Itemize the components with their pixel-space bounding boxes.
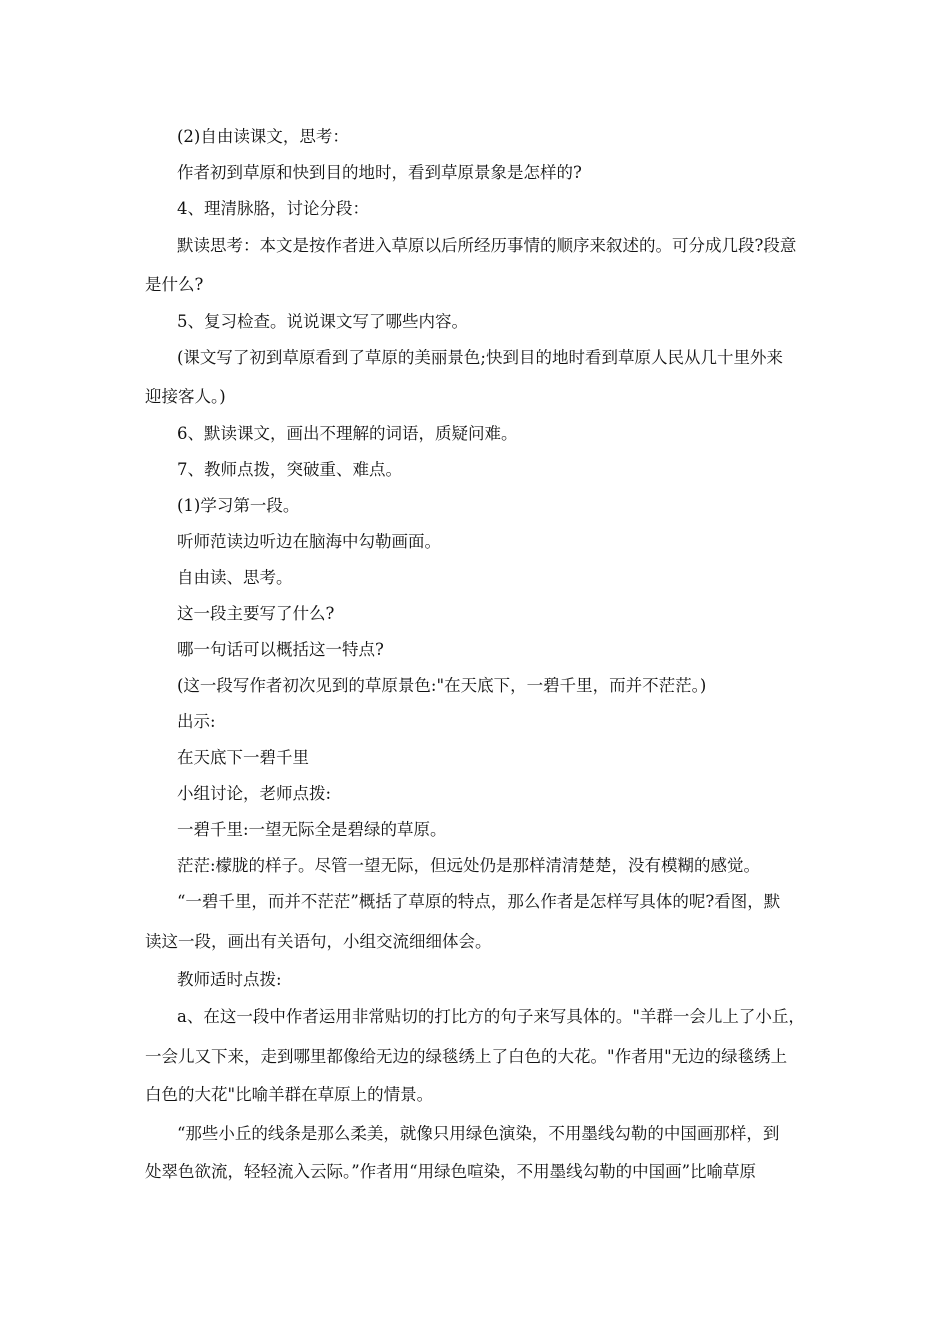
- text-line: 茫茫:檬胧的样子。尽管一望无际，但远处仍是那样清清楚楚，没有模糊的感觉。: [177, 856, 761, 875]
- text-line: 读这一段，画出有关语句，小组交流细细体会。: [145, 932, 492, 951]
- text-line: 迎接客人。): [145, 387, 226, 406]
- text-line: 出示:: [177, 712, 216, 731]
- text-line: (2)自由读课文，思考：: [177, 127, 349, 146]
- text-line: 6、默读课文，画出不理解的词语，质疑问难。: [177, 424, 518, 443]
- text-line: 听师范读边听边在脑海中勾勒画面。: [177, 532, 441, 551]
- text-line: 一碧千里:一望无际全是碧绿的草原。: [177, 820, 447, 839]
- text-line: “那些小丘的线条是那么柔美，就像只用绿色演染，不用墨线勾勒的中国画那样，到: [177, 1124, 780, 1143]
- text-line: 5、复习检查。说说课文写了哪些内容。: [177, 312, 468, 331]
- text-line: 哪一句话可以概括这一特点?: [177, 640, 384, 659]
- text-line: a、在这一段中作者运用非常贴切的打比方的句子来写具体的。"羊群一会儿上了小丘，: [177, 1007, 805, 1026]
- text-line: 一会儿又下来，走到哪里都像给无边的绿毯绣上了白色的大花。"作者用"无边的绿毯绣上: [145, 1047, 788, 1066]
- text-line: 教师适时点拨:: [177, 970, 282, 989]
- text-line: 这一段主要写了什么?: [177, 604, 335, 623]
- text-line: 7、教师点拨，突破重、难点。: [177, 460, 402, 479]
- text-line: 4、理清脉胳，讨论分段：: [177, 199, 369, 218]
- text-line: 处翠色欲流，轻轻流入云际。”作者用“用绿色喧染，不用墨线勾勒的中国画”比喻草原: [145, 1162, 757, 1181]
- text-line: (1)学习第一段。: [177, 496, 300, 515]
- text-line: 在天底下一碧千里: [177, 748, 309, 767]
- text-line: 作者初到草原和快到目的地时，看到草原景象是怎样的?: [177, 163, 582, 182]
- text-line: (课文写了初到草原看到了草原的美丽景色;快到目的地时看到草原人民从几十里外来: [177, 348, 783, 367]
- text-line: (这一段写作者初次见到的草原景色:"在天底下，一碧千里，而并不茫茫。): [177, 676, 707, 695]
- text-line: 白色的大花"比喻羊群在草原上的情景。: [145, 1085, 434, 1104]
- text-line: “一碧千里，而并不茫茫”概括了草原的特点，那么作者是怎样写具体的呢?看图，默: [177, 892, 781, 911]
- text-line: 小组讨论，老师点拨:: [177, 784, 332, 803]
- text-line: 是什么?: [145, 275, 204, 294]
- text-line: 自由读、思考。: [177, 568, 293, 587]
- text-line: 默读思考：本文是按作者进入草原以后所经历事情的顺序来叙述的。可分成几段?段意: [177, 236, 797, 255]
